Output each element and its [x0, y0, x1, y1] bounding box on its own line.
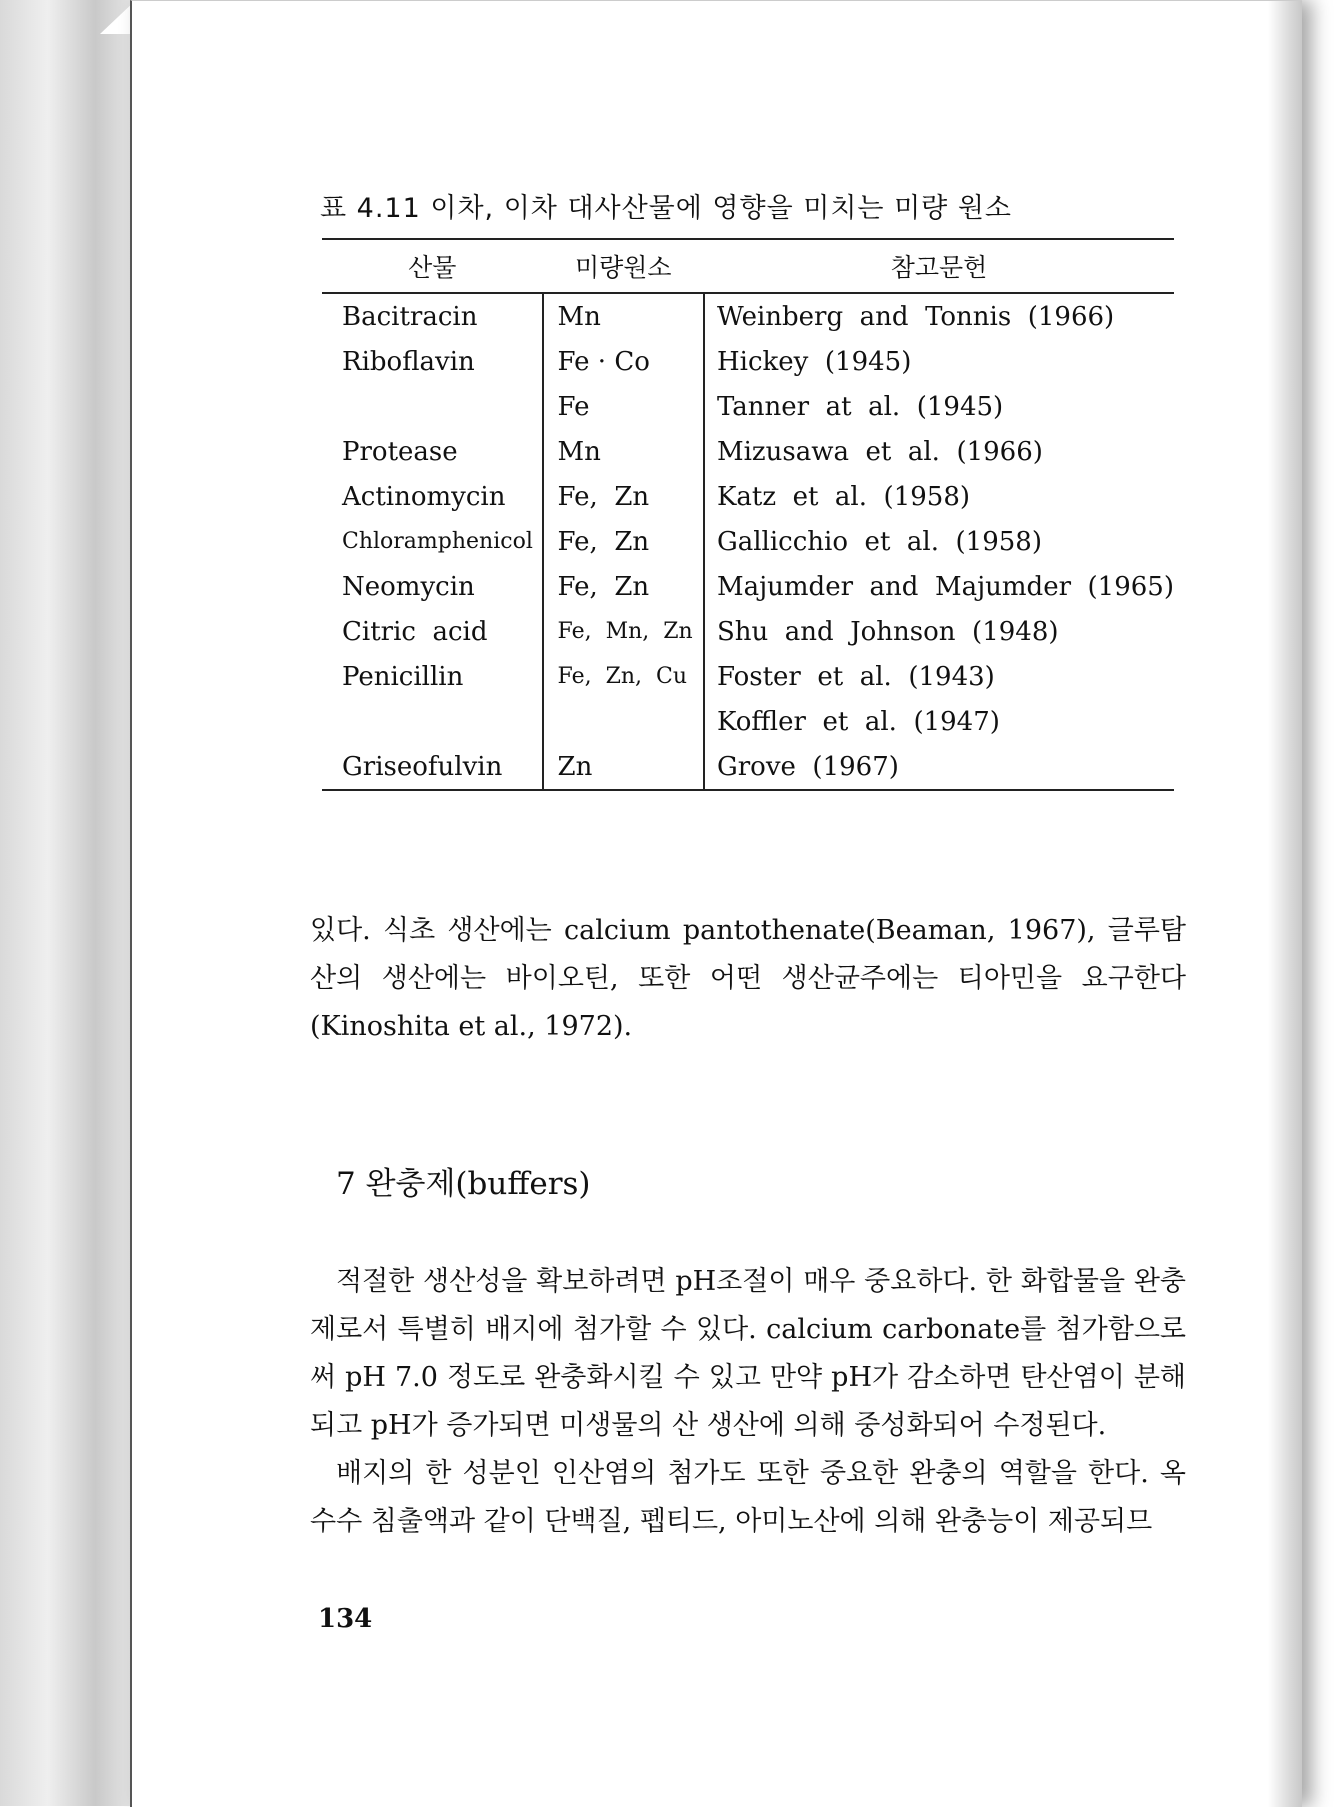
- cell-reference: Tanner at al. (1945): [704, 384, 1174, 429]
- cell-product: [322, 699, 543, 744]
- section-heading: 7 완충제(buffers): [336, 1166, 591, 1202]
- cell-element: Fe, Zn: [543, 564, 704, 609]
- table-row: [322, 339, 1174, 384]
- cell-product: Griseofulvin: [342, 751, 503, 782]
- cell-reference: Mizusawa et al. (1966): [704, 429, 1174, 474]
- table-row: [322, 699, 1174, 744]
- cell-product: Citric acid: [342, 616, 488, 647]
- cell-reference: Shu and Johnson (1948): [704, 609, 1174, 654]
- cell-product: Protease: [342, 436, 458, 467]
- table-row: [322, 474, 1174, 519]
- book-edge: [0, 0, 136, 1806]
- cell-reference: Gallicchio et al. (1958): [704, 519, 1174, 564]
- cell-reference: Foster et al. (1943): [704, 654, 1174, 699]
- page-shadow: [1268, 1, 1302, 1807]
- table-row: [322, 293, 1174, 339]
- cell-element: Zn: [543, 744, 704, 790]
- cell-product: Riboflavin: [342, 346, 475, 377]
- cell-element: Fe · Co: [543, 339, 704, 384]
- cell-product: Neomycin: [342, 571, 475, 602]
- cell-reference: Majumder and Majumder (1965): [704, 564, 1174, 609]
- cell-element: Mn: [543, 293, 704, 339]
- cell-reference: Hickey (1945): [704, 339, 1174, 384]
- header-trace-element: 미량원소: [574, 253, 672, 282]
- paragraph-phosphate: 배지의 한 성분인 인산염의 첨가도 또한 중요한 완충의 역할을 한다. 옥수수 침출액과 같이 단백질, 펩티드, 아미노산에 의해 완충능이 제공되므: [310, 1458, 1186, 1537]
- trace-elements-table: [322, 238, 1174, 791]
- cell-product: Bacitracin: [342, 301, 478, 332]
- cell-element: Fe, Mn, Zn: [543, 609, 704, 654]
- cell-reference: Katz et al. (1958): [704, 474, 1174, 519]
- cell-element: Mn: [543, 429, 704, 474]
- table-row: [322, 609, 1174, 654]
- buffers-text: [310, 1258, 1186, 1546]
- table-caption: 표 4.11 이차, 이차 대사산물에 영향을 미치는 미량 원소: [320, 193, 1012, 224]
- cell-product: [322, 384, 543, 429]
- cell-element: Fe: [543, 384, 704, 429]
- cell-product: Chloramphenicol: [342, 529, 533, 554]
- cell-product: Actinomycin: [342, 481, 506, 512]
- cell-reference: Weinberg and Tonnis (1966): [704, 293, 1174, 339]
- table-row: [322, 654, 1174, 699]
- cell-element: Fe, Zn: [543, 474, 704, 519]
- cell-element: Fe, Zn: [543, 519, 704, 564]
- paragraph-growth-factors: 있다. 식초 생산에는 calcium pantothenate(Beaman, 1967), 글루탐산의 생산에는 바이오틴, 또한 어떤 생산균주에는 티아민을 요구한다(Kinoshita et al., 1972).: [310, 915, 1186, 1042]
- header-reference: 참고문헌: [890, 253, 988, 282]
- cell-element: Fe, Zn, Cu: [543, 654, 704, 699]
- table-row: [322, 519, 1174, 564]
- cell-reference: Koffler et al. (1947): [704, 699, 1174, 744]
- paragraph-ph-control: 적절한 생산성을 확보하려면 pH조절이 매우 중요하다. 한 화합물을 완충제로서 특별히 배지에 첨가할 수 있다. calcium carbonate를 첨가함으로써 pH 7.0 정도로 완충화시킬 수 있고 만약 pH가 감소하면 탄산염이 분해되고 pH가 증가되면 미생물의 산 생산에 의해 중성화되어 수정된다.: [310, 1266, 1186, 1441]
- header-product: 산물: [408, 253, 457, 282]
- page-number: 134: [318, 1604, 373, 1634]
- table-row: [322, 744, 1174, 790]
- table-row: [322, 429, 1174, 474]
- table-row: [322, 384, 1174, 429]
- table-header-row: [322, 239, 1174, 293]
- cell-product: Penicillin: [342, 661, 464, 692]
- cell-reference: Grove (1967): [704, 744, 1174, 790]
- table-row: [322, 564, 1174, 609]
- cell-element: [543, 699, 704, 744]
